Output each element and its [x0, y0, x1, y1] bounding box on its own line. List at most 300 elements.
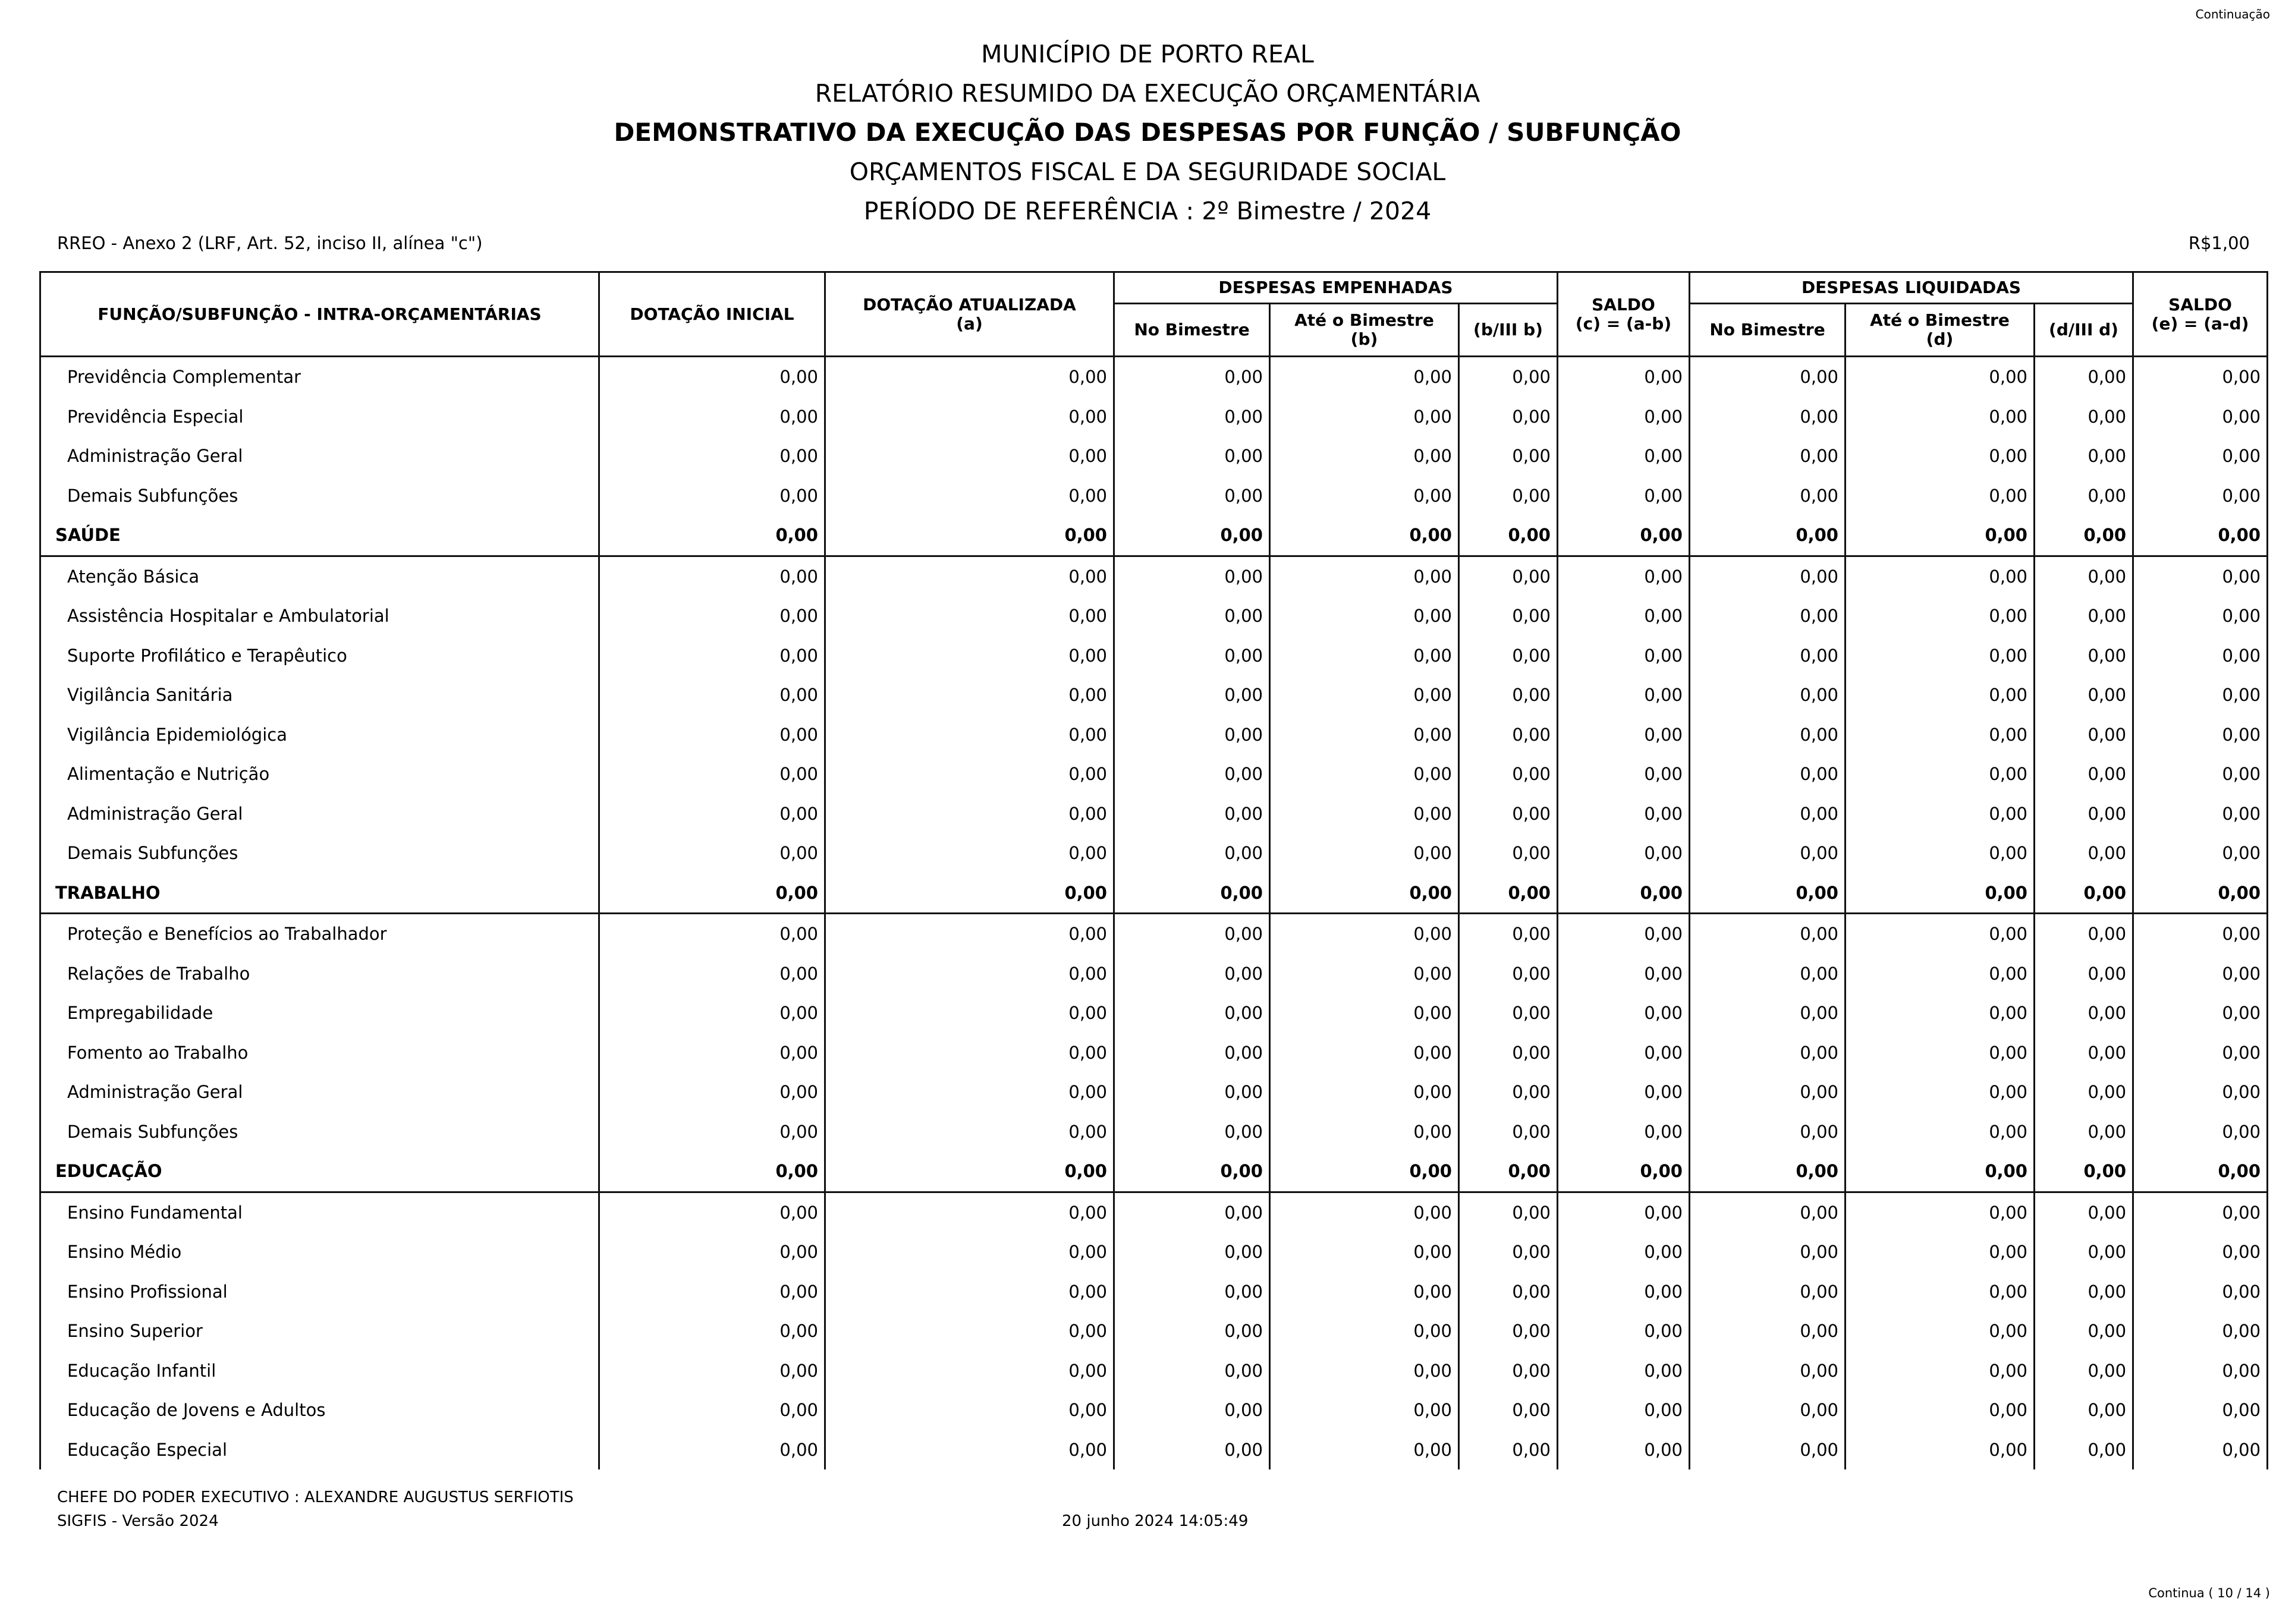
subfunction-row: [40, 556, 2268, 596]
row-value: 0,00: [1690, 675, 1846, 715]
subfunction-row: [40, 1033, 2268, 1073]
row-value: 0,00: [2133, 1112, 2268, 1152]
budget-title: ORÇAMENTOS FISCAL E DA SEGURIDADE SOCIAL: [849, 158, 1446, 186]
row-value: 0,00: [1690, 436, 1846, 476]
row-value: 0,00: [1690, 1311, 1846, 1351]
subfunction-row: [40, 1272, 2268, 1312]
row-value: 0,00: [1558, 1430, 1690, 1470]
row-value: 0,00: [1690, 1430, 1846, 1470]
row-label: Atenção Básica: [40, 556, 599, 596]
subfunction-row: [40, 1351, 2268, 1391]
subfunction-row: [40, 636, 2268, 676]
row-value: 0,00: [1270, 476, 1459, 516]
row-value: 0,00: [2035, 1430, 2133, 1470]
row-value: 0,00: [1558, 993, 1690, 1033]
row-value: 0,00: [1690, 1112, 1846, 1152]
row-value: 0,00: [1270, 515, 1459, 556]
row-value: 0,00: [1846, 993, 2035, 1033]
row-value: 0,00: [825, 754, 1114, 794]
col-header-liq-ate-bimestre-sub: (d): [1926, 329, 1954, 349]
col-header-emp-ate-bimestre-label: Até o Bimestre: [1294, 310, 1434, 330]
row-value: 0,00: [1114, 873, 1270, 914]
subfunction-row: [40, 1430, 2268, 1470]
row-value: 0,00: [1459, 1311, 1558, 1351]
row-value: 0,00: [1114, 675, 1270, 715]
row-value: 0,00: [2133, 1351, 2268, 1391]
subfunction-row: [40, 914, 2268, 954]
col-header-emp-pct: (b/III b): [1459, 304, 1558, 357]
row-value: 0,00: [1114, 754, 1270, 794]
group-header-liquidadas: DESPESAS LIQUIDADAS: [1690, 272, 2133, 304]
row-value: 0,00: [2035, 1272, 2133, 1312]
row-value: 0,00: [2035, 993, 2133, 1033]
row-value: 0,00: [1270, 794, 1459, 834]
row-value: 0,00: [1690, 476, 1846, 516]
row-value: 0,00: [599, 436, 825, 476]
row-value: 0,00: [2133, 1390, 2268, 1430]
row-value: 0,00: [1270, 1311, 1459, 1351]
subfunction-row: [40, 596, 2268, 636]
row-value: 0,00: [1846, 794, 2035, 834]
row-value: 0,00: [1270, 1390, 1459, 1430]
row-value: 0,00: [1690, 873, 1846, 914]
row-value: 0,00: [1114, 914, 1270, 954]
function-row: [40, 515, 2268, 556]
row-label: Vigilância Epidemiológica: [40, 715, 599, 755]
row-value: 0,00: [2035, 1192, 2133, 1232]
row-value: 0,00: [1846, 1351, 2035, 1391]
row-label: Previdência Especial: [40, 397, 599, 437]
row-value: 0,00: [599, 1232, 825, 1272]
row-value: 0,00: [1459, 436, 1558, 476]
row-value: 0,00: [1114, 1272, 1270, 1312]
subfunction-row: [40, 675, 2268, 715]
row-value: 0,00: [1558, 715, 1690, 755]
row-value: 0,00: [1459, 636, 1558, 676]
row-value: 0,00: [1690, 556, 1846, 596]
row-value: 0,00: [1114, 357, 1270, 397]
row-value: 0,00: [2133, 397, 2268, 437]
col-header-dotacao-atualizada: [825, 272, 1114, 357]
row-value: 0,00: [2035, 1151, 2133, 1192]
row-value: 0,00: [825, 357, 1114, 397]
row-value: 0,00: [825, 1351, 1114, 1391]
row-value: 0,00: [599, 1033, 825, 1073]
row-value: 0,00: [1846, 1430, 2035, 1470]
row-value: 0,00: [1459, 715, 1558, 755]
subfunction-row: [40, 754, 2268, 794]
row-value: 0,00: [825, 675, 1114, 715]
row-value: 0,00: [1558, 1232, 1690, 1272]
row-value: 0,00: [1846, 873, 2035, 914]
row-value: 0,00: [2035, 754, 2133, 794]
row-value: 0,00: [825, 1072, 1114, 1112]
row-value: 0,00: [1558, 1390, 1690, 1430]
report-title: RELATÓRIO RESUMIDO DA EXECUÇÃO ORÇAMENTÁRIA: [815, 79, 1480, 108]
row-value: 0,00: [1558, 636, 1690, 676]
row-value: 0,00: [599, 636, 825, 676]
row-label: Ensino Superior: [40, 1311, 599, 1351]
row-value: 0,00: [2133, 1430, 2268, 1470]
subfunction-row: [40, 1390, 2268, 1430]
row-value: 0,00: [825, 1232, 1114, 1272]
row-value: 0,00: [2133, 556, 2268, 596]
row-value: 0,00: [825, 476, 1114, 516]
row-value: 0,00: [825, 1151, 1114, 1192]
row-label: Previdência Complementar: [40, 357, 599, 397]
row-value: 0,00: [1459, 1272, 1558, 1312]
subfunction-row: [40, 436, 2268, 476]
row-value: 0,00: [825, 715, 1114, 755]
currency-unit: R$1,00: [2188, 233, 2250, 253]
row-value: 0,00: [1459, 1351, 1558, 1391]
row-value: 0,00: [1114, 715, 1270, 755]
row-value: 0,00: [825, 1390, 1114, 1430]
row-value: 0,00: [1558, 1311, 1690, 1351]
row-value: 0,00: [1690, 954, 1846, 994]
row-value: 0,00: [1690, 794, 1846, 834]
row-value: 0,00: [825, 954, 1114, 994]
row-label: Relações de Trabalho: [40, 954, 599, 994]
row-value: 0,00: [599, 1311, 825, 1351]
row-value: 0,00: [1459, 476, 1558, 516]
subfunction-row: [40, 476, 2268, 516]
row-value: 0,00: [2133, 1072, 2268, 1112]
row-value: 0,00: [2133, 794, 2268, 834]
row-value: 0,00: [1114, 556, 1270, 596]
row-value: 0,00: [1846, 1311, 2035, 1351]
col-header-saldo-e-sub: (e) = (a-d): [2151, 313, 2249, 333]
row-value: 0,00: [599, 993, 825, 1033]
row-value: 0,00: [2133, 1033, 2268, 1073]
subfunction-row: [40, 794, 2268, 834]
row-value: 0,00: [2035, 1390, 2133, 1430]
row-label: Vigilância Sanitária: [40, 675, 599, 715]
row-value: 0,00: [1846, 833, 2035, 873]
row-value: 0,00: [599, 596, 825, 636]
row-value: 0,00: [2133, 993, 2268, 1033]
row-value: 0,00: [2035, 954, 2133, 994]
row-value: 0,00: [2133, 357, 2268, 397]
row-value: 0,00: [1690, 833, 1846, 873]
row-label: Educação Especial: [40, 1430, 599, 1470]
row-value: 0,00: [825, 436, 1114, 476]
row-value: 0,00: [1690, 1351, 1846, 1391]
expense-table: [39, 271, 2268, 1469]
row-value: 0,00: [1558, 954, 1690, 994]
row-value: 0,00: [1558, 1072, 1690, 1112]
col-header-dotacao-inicial: DOTAÇÃO INICIAL: [599, 272, 825, 357]
row-value: 0,00: [1690, 754, 1846, 794]
row-value: 0,00: [1459, 833, 1558, 873]
row-value: 0,00: [2133, 715, 2268, 755]
row-value: 0,00: [1459, 1232, 1558, 1272]
row-label: Proteção e Benefícios ao Trabalhador: [40, 914, 599, 954]
row-value: 0,00: [2035, 1072, 2133, 1112]
row-value: 0,00: [1459, 1072, 1558, 1112]
row-value: 0,00: [2133, 596, 2268, 636]
row-value: 0,00: [1114, 954, 1270, 994]
row-value: 0,00: [1114, 833, 1270, 873]
col-header-emp-ate-bimestre-sub: (b): [1350, 329, 1378, 349]
row-value: 0,00: [1270, 596, 1459, 636]
row-value: 0,00: [1846, 357, 2035, 397]
row-label: Demais Subfunções: [40, 833, 599, 873]
row-label: Empregabilidade: [40, 993, 599, 1033]
row-value: 0,00: [1558, 556, 1690, 596]
col-header-saldo-e: [2133, 272, 2268, 357]
row-value: 0,00: [2133, 1272, 2268, 1312]
row-value: 0,00: [1114, 476, 1270, 516]
row-label: Ensino Profissional: [40, 1272, 599, 1312]
subfunction-row: [40, 833, 2268, 873]
row-value: 0,00: [599, 954, 825, 994]
row-label: Demais Subfunções: [40, 1112, 599, 1152]
row-value: 0,00: [599, 914, 825, 954]
row-value: 0,00: [1558, 754, 1690, 794]
row-value: 0,00: [2035, 1311, 2133, 1351]
row-value: 0,00: [1270, 1112, 1459, 1152]
row-label: Suporte Profilático e Terapêutico: [40, 636, 599, 676]
row-value: 0,00: [2133, 1232, 2268, 1272]
row-value: 0,00: [599, 1151, 825, 1192]
row-value: 0,00: [1558, 675, 1690, 715]
row-label: EDUCAÇÃO: [40, 1151, 599, 1192]
row-value: 0,00: [1558, 1192, 1690, 1232]
row-value: 0,00: [1459, 675, 1558, 715]
row-value: 0,00: [1690, 515, 1846, 556]
row-value: 0,00: [599, 1112, 825, 1152]
row-value: 0,00: [2133, 1192, 2268, 1232]
row-value: 0,00: [1270, 1151, 1459, 1192]
row-value: 0,00: [1690, 1232, 1846, 1272]
row-value: 0,00: [1270, 397, 1459, 437]
row-value: 0,00: [1270, 1351, 1459, 1391]
row-value: 0,00: [2133, 954, 2268, 994]
row-value: 0,00: [2035, 1033, 2133, 1073]
row-label: Demais Subfunções: [40, 476, 599, 516]
row-value: 0,00: [599, 515, 825, 556]
row-value: 0,00: [1846, 1272, 2035, 1312]
row-value: 0,00: [599, 833, 825, 873]
row-value: 0,00: [1846, 556, 2035, 596]
row-value: 0,00: [2035, 357, 2133, 397]
row-value: 0,00: [2035, 515, 2133, 556]
row-value: 0,00: [1558, 476, 1690, 516]
col-header-saldo-e-label: SALDO: [2168, 294, 2232, 314]
row-value: 0,00: [1690, 1151, 1846, 1192]
row-label: Assistência Hospitalar e Ambulatorial: [40, 596, 599, 636]
row-value: 0,00: [1114, 397, 1270, 437]
row-value: 0,00: [1459, 1033, 1558, 1073]
row-value: 0,00: [599, 1272, 825, 1312]
row-value: 0,00: [599, 754, 825, 794]
row-value: 0,00: [1270, 357, 1459, 397]
row-label: Administração Geral: [40, 1072, 599, 1112]
row-value: 0,00: [825, 993, 1114, 1033]
row-value: 0,00: [2133, 1151, 2268, 1192]
row-value: 0,00: [1270, 1192, 1459, 1232]
row-value: 0,00: [599, 715, 825, 755]
row-value: 0,00: [1459, 794, 1558, 834]
row-value: 0,00: [1846, 1072, 2035, 1112]
row-value: 0,00: [1846, 1033, 2035, 1073]
col-header-saldo-c: [1558, 272, 1690, 357]
row-value: 0,00: [825, 515, 1114, 556]
row-value: 0,00: [825, 1430, 1114, 1470]
row-value: 0,00: [1558, 914, 1690, 954]
row-value: 0,00: [2035, 476, 2133, 516]
row-value: 0,00: [825, 1033, 1114, 1073]
row-value: 0,00: [1846, 476, 2035, 516]
row-value: 0,00: [1114, 596, 1270, 636]
row-value: 0,00: [1846, 1390, 2035, 1430]
row-value: 0,00: [1690, 397, 1846, 437]
row-value: 0,00: [599, 397, 825, 437]
row-value: 0,00: [1270, 556, 1459, 596]
row-value: 0,00: [1690, 715, 1846, 755]
row-label: Ensino Fundamental: [40, 1192, 599, 1232]
row-label: Alimentação e Nutrição: [40, 754, 599, 794]
row-value: 0,00: [1846, 675, 2035, 715]
row-value: 0,00: [1459, 596, 1558, 636]
row-value: 0,00: [2035, 914, 2133, 954]
row-value: 0,00: [1558, 596, 1690, 636]
row-value: 0,00: [599, 1430, 825, 1470]
statement-title: DEMONSTRATIVO DA EXECUÇÃO DAS DESPESAS POR FUNÇÃO / SUBFUNÇÃO: [614, 118, 1681, 147]
row-value: 0,00: [1846, 715, 2035, 755]
row-value: 0,00: [1846, 1151, 2035, 1192]
row-value: 0,00: [1114, 515, 1270, 556]
row-value: 0,00: [599, 357, 825, 397]
row-value: 0,00: [1114, 1430, 1270, 1470]
row-value: 0,00: [1459, 754, 1558, 794]
row-value: 0,00: [1270, 1430, 1459, 1470]
subfunction-row: [40, 993, 2268, 1033]
subfunction-row: [40, 1311, 2268, 1351]
row-value: 0,00: [1459, 397, 1558, 437]
row-value: 0,00: [1558, 515, 1690, 556]
row-value: 0,00: [1846, 397, 2035, 437]
row-value: 0,00: [1114, 1311, 1270, 1351]
row-value: 0,00: [1690, 636, 1846, 676]
group-header-empenhadas: DESPESAS EMPENHADAS: [1114, 272, 1558, 304]
row-value: 0,00: [1270, 1232, 1459, 1272]
system-version: SIGFIS - Versão 2024: [57, 1512, 219, 1530]
row-value: 0,00: [1558, 1112, 1690, 1152]
row-value: 0,00: [1459, 1151, 1558, 1192]
row-value: 0,00: [1690, 1033, 1846, 1073]
row-label: TRABALHO: [40, 873, 599, 914]
row-value: 0,00: [825, 596, 1114, 636]
row-value: 0,00: [825, 833, 1114, 873]
row-value: 0,00: [1846, 1192, 2035, 1232]
row-value: 0,00: [1459, 556, 1558, 596]
row-value: 0,00: [1459, 1390, 1558, 1430]
function-row: [40, 1151, 2268, 1192]
row-value: 0,00: [1114, 1151, 1270, 1192]
row-value: 0,00: [2035, 873, 2133, 914]
subfunction-row: [40, 1232, 2268, 1272]
row-value: 0,00: [2035, 397, 2133, 437]
row-value: 0,00: [1690, 914, 1846, 954]
row-value: 0,00: [1558, 1351, 1690, 1391]
row-value: 0,00: [599, 675, 825, 715]
subfunction-row: [40, 397, 2268, 437]
row-value: 0,00: [1270, 1072, 1459, 1112]
col-header-funcao: FUNÇÃO/SUBFUNÇÃO - INTRA-ORÇAMENTÁRIAS: [40, 272, 599, 357]
row-value: 0,00: [1558, 873, 1690, 914]
row-value: 0,00: [599, 476, 825, 516]
row-value: 0,00: [2133, 675, 2268, 715]
row-value: 0,00: [2035, 436, 2133, 476]
row-label: Administração Geral: [40, 794, 599, 834]
col-header-dotacao-atualizada-sub: (a): [956, 313, 983, 333]
row-value: 0,00: [2133, 914, 2268, 954]
row-value: 0,00: [1558, 794, 1690, 834]
row-value: 0,00: [1114, 636, 1270, 676]
row-value: 0,00: [599, 1072, 825, 1112]
row-label: Educação de Jovens e Adultos: [40, 1390, 599, 1430]
row-value: 0,00: [825, 636, 1114, 676]
function-row: [40, 873, 2268, 914]
subfunction-row: [40, 1072, 2268, 1112]
row-value: 0,00: [1270, 636, 1459, 676]
row-value: 0,00: [2133, 833, 2268, 873]
row-value: 0,00: [1114, 1192, 1270, 1232]
row-value: 0,00: [2133, 873, 2268, 914]
subfunction-row: [40, 1192, 2268, 1232]
col-header-liq-no-bimestre: No Bimestre: [1690, 304, 1846, 357]
row-value: 0,00: [825, 914, 1114, 954]
col-header-emp-ate-bimestre: [1270, 304, 1459, 357]
col-header-liq-ate-bimestre: [1846, 304, 2035, 357]
row-value: 0,00: [1270, 954, 1459, 994]
row-value: 0,00: [2035, 596, 2133, 636]
row-value: 0,00: [825, 1272, 1114, 1312]
row-value: 0,00: [1690, 357, 1846, 397]
row-value: 0,00: [1690, 1192, 1846, 1232]
row-value: 0,00: [1846, 914, 2035, 954]
row-value: 0,00: [1270, 1272, 1459, 1312]
row-value: 0,00: [1846, 436, 2035, 476]
row-value: 0,00: [1270, 715, 1459, 755]
row-value: 0,00: [1690, 1390, 1846, 1430]
row-value: 0,00: [825, 397, 1114, 437]
row-value: 0,00: [1558, 436, 1690, 476]
row-value: 0,00: [1114, 1390, 1270, 1430]
col-header-dotacao-atualizada-label: DOTAÇÃO ATUALIZADA: [863, 294, 1076, 314]
row-value: 0,00: [2035, 1112, 2133, 1152]
period-title: PERÍODO DE REFERÊNCIA : 2º Bimestre / 2024: [863, 197, 1432, 225]
row-value: 0,00: [825, 1311, 1114, 1351]
col-header-liq-pct: (d/III d): [2035, 304, 2133, 357]
row-value: 0,00: [1558, 397, 1690, 437]
row-value: 0,00: [1690, 1072, 1846, 1112]
col-header-saldo-c-label: SALDO: [1592, 294, 1655, 314]
row-label: Administração Geral: [40, 436, 599, 476]
row-value: 0,00: [2035, 675, 2133, 715]
row-value: 0,00: [1558, 1033, 1690, 1073]
row-value: 0,00: [825, 1192, 1114, 1232]
municipality-title: MUNICÍPIO DE PORTO REAL: [981, 40, 1314, 68]
row-value: 0,00: [599, 1390, 825, 1430]
row-value: 0,00: [1846, 596, 2035, 636]
row-value: 0,00: [825, 556, 1114, 596]
row-value: 0,00: [1846, 954, 2035, 994]
row-value: 0,00: [1270, 873, 1459, 914]
subfunction-row: [40, 715, 2268, 755]
